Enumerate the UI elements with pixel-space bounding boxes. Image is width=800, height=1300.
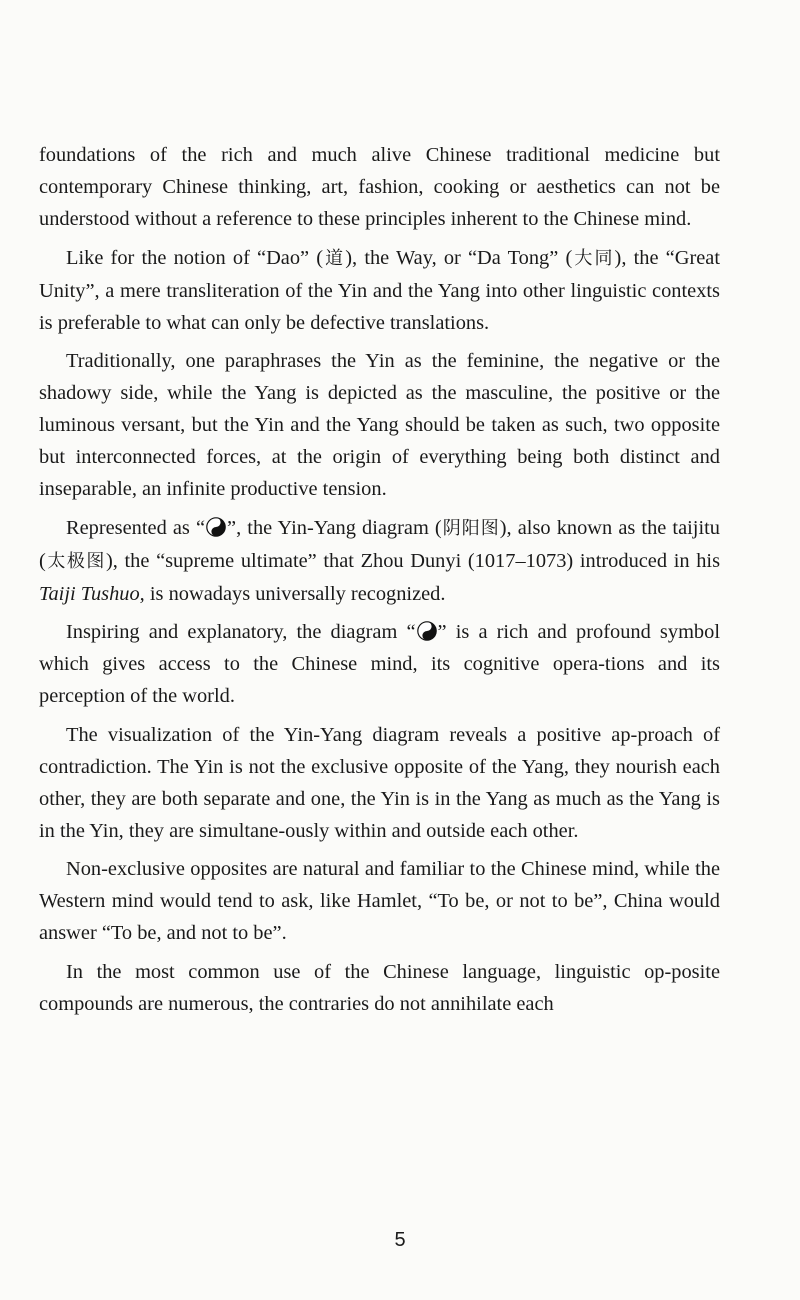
taijitu-characters: 太极图 [45,550,106,572]
paragraph-2-text-c: ), the “Great Unity”, a mere transliteration of the Yin and the Yang into other linguistic contexts is preferable to what can only be defective translations. [39,246,721,334]
body-text [39,139,720,1020]
book-title-taiji-tushuo: Taiji Tushuo, [39,582,145,605]
paragraph-2 [39,242,720,339]
paragraph-4-text-c: ), also known as the taijitu ( [39,516,720,572]
yin-yang-icon [417,621,437,641]
dao-characters: 道 [323,247,346,269]
paragraph-4-text-a: Represented as “ [66,516,206,539]
paragraph-5 [39,616,720,712]
paragraph-5-text-b: ” is a rich and profound symbol which gives access to the Chinese mind, its cognitive opera-tions and its perception of the world. [39,621,720,707]
paragraph-3 [39,345,720,505]
paragraph-8 [39,956,720,1020]
paragraph-4-text-d: ), the “supreme ultimate” that Zhou Dunyi (1017–1073) introduced in his [105,549,720,572]
da-tong-characters: 大同 [572,247,615,269]
paragraph-8-text: In the most common use of the Chinese language, linguistic op-posite compounds are numerous, the contraries do not annihilate each [39,960,720,1015]
yin-yang-icon [206,517,226,537]
paragraph-7-text: Non-exclusive opposites are natural and familiar to the Chinese mind, while the Western mind would tend to ask, like Hamlet, “To be, or not to be”, China would answer “To be, and not to be”. [39,858,720,944]
paragraph-3-text: Traditionally, one paraphrases the Yin as the feminine, the negative or the shadowy side, while the Yang is depicted as the masculine, the positive or the luminous versant, but the Yin and the Yang should be taken as such, two opposite but interconnected forces, at the origin of everything being both distinct and inseparable, an infinite productive tension. [39,350,720,500]
paragraph-4-text-b: ”, the Yin-Yang diagram ( [227,516,442,539]
paragraph-5-text-a: Inspiring and explanatory, the diagram “ [66,621,416,643]
yin-yang-diagram-characters: 阴阳图 [441,517,500,539]
paragraph-4 [39,512,720,610]
paragraph-2-text-b: ), the Way, or “Da Tong” ( [345,246,573,269]
paragraph-1 [39,139,720,235]
paragraph-1-text: foundations of the rich and much alive Chinese traditional medicine but contemporary Chinese thinking, art, fashion, cooking or aesthetics can not be understood without a reference to these principles inherent to the Chinese mind. [39,144,720,230]
paragraph-6-text: The visualization of the Yin-Yang diagram reveals a positive ap-proach of contradiction. The Yin is not the exclusive opposite of the Yang, they nourish each other, they are both separate and one, the Yin is in the Yang as much as the Yang is in the Yin, they are simultane-ously within and outside each other. [39,723,720,842]
paragraph-4-text-e: is nowadays universally recognized. [144,582,446,605]
paragraph-2-text-a: Like for the notion of “Dao” ( [66,246,324,269]
page-number: 5 [394,1229,406,1251]
paragraph-6 [39,719,720,847]
paragraph-7 [39,853,720,949]
